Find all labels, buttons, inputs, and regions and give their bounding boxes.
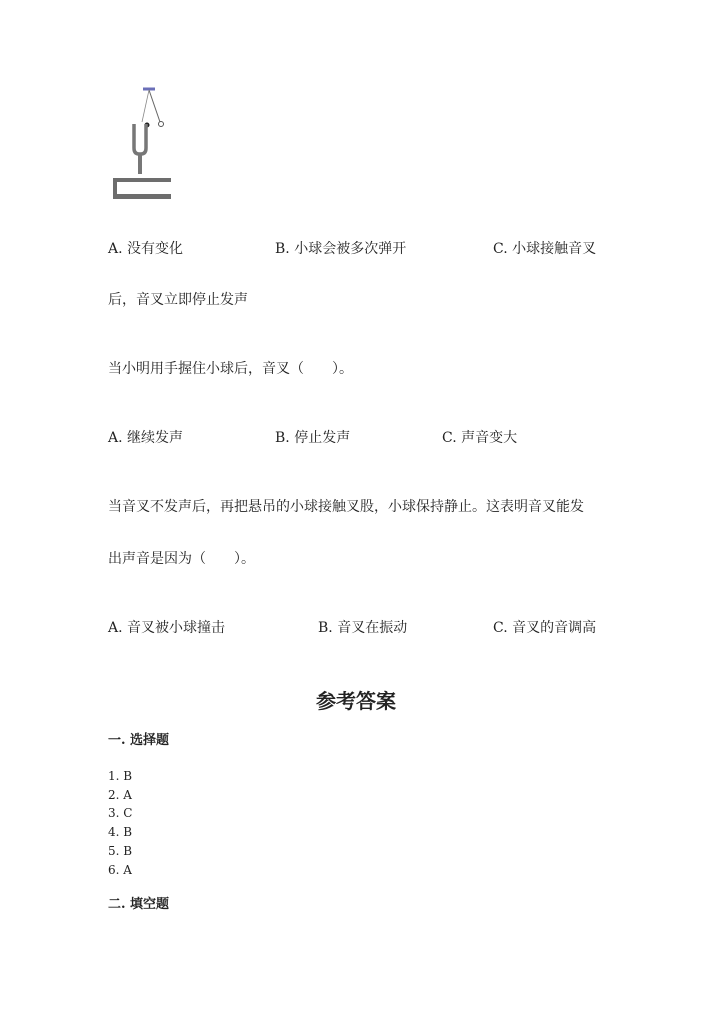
answer-item: 2. A: [108, 788, 132, 802]
q1-option-c: C. 小球接触音叉: [493, 241, 597, 257]
q2-stem: 当小明用手握住小球后，音叉（ ）。: [108, 361, 353, 377]
section-heading-fill-in: 二. 填空题: [108, 897, 170, 912]
tuning-fork-figure-icon: [105, 82, 180, 207]
q3-stem-line1: 当音叉不发声后，再把悬吊的小球接触叉股，小球保持静止。这表明音叉能发: [108, 499, 584, 515]
q2-option-c: C. 声音变大: [442, 430, 518, 446]
answer-item: 4. B: [108, 825, 133, 839]
answer-item: 3. C: [108, 806, 133, 820]
q3-option-a: A. 音叉被小球撞击: [108, 620, 226, 636]
q3-stem-line2: 出声音是因为（ ）。: [108, 551, 255, 567]
q1-option-a: A. 没有变化: [108, 241, 184, 257]
answer-item: 6. A: [108, 863, 132, 877]
q3-option-b: B. 音叉在振动: [318, 620, 408, 636]
q2-option-a: A. 继续发声: [108, 430, 184, 446]
answer-item: 5. B: [108, 844, 133, 858]
q2-option-b: B. 停止发声: [275, 430, 351, 446]
answer-item: 1. B: [108, 769, 133, 783]
q3-option-c: C. 音叉的音调高: [493, 620, 597, 636]
q1-option-c-continued: 后，音叉立即停止发声: [108, 292, 248, 308]
answer-key-title: 参考答案: [316, 689, 396, 713]
q1-option-b: B. 小球会被多次弹开: [275, 241, 407, 257]
section-heading-choice: 一. 选择题: [108, 733, 170, 748]
